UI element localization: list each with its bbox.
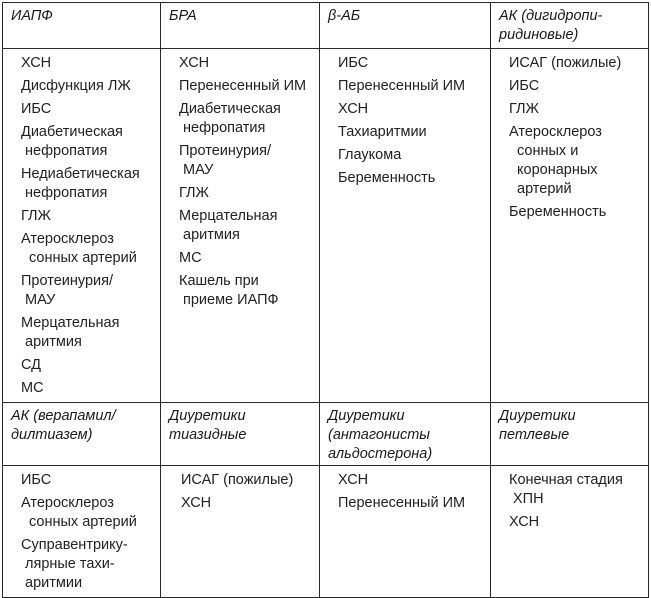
indication-item bbox=[509, 77, 644, 96]
indication-item bbox=[21, 77, 156, 96]
indication-line: ХСН bbox=[509, 514, 540, 530]
indication-list bbox=[491, 49, 648, 222]
indication-line: приеме ИАПФ bbox=[183, 292, 279, 308]
indication-list bbox=[3, 466, 160, 593]
header-row-1 bbox=[3, 3, 649, 49]
indication-item bbox=[179, 184, 315, 203]
indication-item bbox=[21, 230, 156, 268]
indication-list bbox=[161, 466, 319, 513]
indication-item bbox=[338, 54, 486, 73]
indication-item bbox=[179, 272, 315, 310]
header-line: ИАПФ bbox=[11, 8, 53, 24]
indication-line: нефропатия bbox=[25, 185, 108, 201]
indication-line: ИСАГ (пожилые) bbox=[509, 55, 622, 71]
indication-list bbox=[3, 49, 160, 398]
indication-item bbox=[181, 494, 315, 513]
indication-item bbox=[181, 471, 315, 490]
indication-item bbox=[509, 471, 644, 509]
indication-item bbox=[509, 513, 644, 532]
indication-line: ХСН bbox=[181, 495, 212, 511]
header-line: АК (верапамил/ bbox=[11, 408, 116, 424]
indication-line: ХПН bbox=[513, 491, 544, 507]
indication-line: ИСАГ (пожилые) bbox=[181, 472, 294, 488]
indication-line: ГЛЖ bbox=[21, 208, 51, 224]
indication-line: Протеинурия/ bbox=[21, 273, 114, 289]
body-cell bbox=[161, 466, 320, 598]
indication-item bbox=[21, 207, 156, 226]
header-text bbox=[328, 7, 484, 26]
indication-line: лярные тахи- bbox=[25, 556, 115, 572]
header-line: альдостерона) bbox=[328, 446, 433, 462]
indication-line: Атеросклероз bbox=[21, 231, 114, 247]
indication-item bbox=[21, 536, 156, 593]
indication-line: СД bbox=[21, 357, 41, 373]
indications-table bbox=[2, 2, 649, 598]
indication-item bbox=[338, 494, 486, 513]
indication-line: Дисфункция ЛЖ bbox=[21, 78, 131, 94]
indication-item bbox=[338, 77, 486, 96]
indication-item bbox=[21, 165, 156, 203]
indication-line: ИБС bbox=[509, 78, 540, 94]
indication-item bbox=[21, 471, 156, 490]
indication-line: МАУ bbox=[183, 162, 214, 178]
body-cell bbox=[3, 466, 161, 598]
indication-line: МС bbox=[179, 250, 202, 266]
indication-line: Перенесенный ИМ bbox=[338, 78, 466, 94]
indication-item bbox=[21, 494, 156, 532]
indication-line: Протеинурия/ bbox=[179, 143, 272, 159]
indication-line: аритмии bbox=[25, 575, 83, 591]
indication-line: артерий bbox=[517, 181, 572, 197]
indication-item bbox=[338, 471, 486, 490]
indication-line: Перенесенный ИМ bbox=[179, 78, 307, 94]
header-line: петлевые bbox=[499, 427, 570, 443]
header-cell bbox=[320, 403, 491, 466]
indication-item bbox=[21, 379, 156, 398]
indication-line: ХСН bbox=[338, 472, 369, 488]
indication-line: Кашель при bbox=[179, 273, 259, 289]
indication-line: ГЛЖ bbox=[179, 185, 209, 201]
indication-line: ХСН bbox=[179, 55, 210, 71]
indication-line: Атеросклероз bbox=[509, 124, 602, 140]
body-cell bbox=[320, 49, 491, 403]
indication-line: Глаукома bbox=[338, 147, 402, 163]
indication-item bbox=[179, 142, 315, 180]
indication-line: сонных и bbox=[517, 143, 579, 159]
indication-item bbox=[179, 77, 315, 96]
indication-line: МС bbox=[21, 380, 44, 396]
header-line: Диуретики bbox=[499, 408, 576, 424]
indication-item bbox=[179, 100, 315, 138]
indication-line: аритмия bbox=[25, 334, 82, 350]
indication-line: Перенесенный ИМ bbox=[338, 495, 466, 511]
indication-line: нефропатия bbox=[25, 143, 108, 159]
header-cell bbox=[320, 3, 491, 49]
header-line: (антагонисты bbox=[328, 427, 430, 443]
indication-list bbox=[320, 49, 490, 188]
header-cell bbox=[491, 403, 649, 466]
body-cell bbox=[161, 49, 320, 403]
header-line: Диуретики bbox=[328, 408, 405, 424]
header-line: дилтиазем) bbox=[11, 427, 93, 443]
indication-list bbox=[491, 466, 648, 532]
indication-line: Беременность bbox=[509, 204, 607, 220]
indication-line: ХСН bbox=[338, 101, 369, 117]
indication-item bbox=[179, 54, 315, 73]
indication-item bbox=[21, 100, 156, 119]
header-text bbox=[169, 407, 313, 445]
body-cell bbox=[491, 466, 649, 598]
indication-line: ГЛЖ bbox=[509, 101, 539, 117]
indication-line: нефропатия bbox=[183, 120, 266, 136]
indication-item bbox=[509, 203, 644, 222]
indication-line: Конечная стадия bbox=[509, 472, 623, 488]
indication-line: сонных артерий bbox=[29, 250, 137, 266]
indication-item bbox=[509, 54, 644, 73]
indication-item bbox=[21, 356, 156, 375]
body-cell bbox=[3, 49, 161, 403]
header-line: АК (дигидропи- bbox=[499, 8, 603, 24]
header-text bbox=[499, 407, 642, 445]
header-line: ридиновые) bbox=[499, 27, 579, 43]
header-cell bbox=[161, 403, 320, 466]
indication-item bbox=[21, 272, 156, 310]
indication-list bbox=[320, 466, 490, 513]
indication-line: Диабетическая bbox=[179, 101, 281, 117]
header-line: Диуретики bbox=[169, 408, 246, 424]
body-row-2 bbox=[3, 466, 649, 598]
indication-line: коронарных bbox=[517, 162, 598, 178]
indication-item bbox=[179, 207, 315, 245]
header-text bbox=[499, 7, 642, 45]
indication-line: ХСН bbox=[21, 55, 52, 71]
body-row-1 bbox=[3, 49, 649, 403]
header-row-2 bbox=[3, 403, 649, 466]
header-cell bbox=[3, 3, 161, 49]
body-cell bbox=[491, 49, 649, 403]
header-text bbox=[11, 7, 154, 26]
indication-line: Мерцательная bbox=[21, 315, 120, 331]
indication-line: ИБС bbox=[21, 101, 52, 117]
header-text bbox=[169, 7, 313, 26]
indication-line: Суправентрику- bbox=[21, 537, 128, 553]
indication-item bbox=[338, 146, 486, 165]
indication-line: Мерцательная bbox=[179, 208, 278, 224]
header-line: β-АБ bbox=[328, 8, 361, 24]
indication-item bbox=[21, 54, 156, 73]
body-cell bbox=[320, 466, 491, 598]
indication-line: МАУ bbox=[25, 292, 56, 308]
indication-line: ИБС bbox=[21, 472, 52, 488]
indication-item bbox=[338, 100, 486, 119]
indication-item bbox=[21, 314, 156, 352]
header-text bbox=[11, 407, 154, 445]
indication-item bbox=[509, 100, 644, 119]
header-line: БРА bbox=[169, 8, 197, 24]
indication-item bbox=[338, 169, 486, 188]
indication-list bbox=[161, 49, 319, 310]
indication-line: Тахиаритмии bbox=[338, 124, 427, 140]
indication-line: ИБС bbox=[338, 55, 369, 71]
header-line: тиазидные bbox=[169, 427, 247, 443]
indication-line: Недиабетическая bbox=[21, 166, 140, 182]
indication-line: сонных артерий bbox=[29, 514, 137, 530]
indication-line: Беременность bbox=[338, 170, 436, 186]
indication-line: аритмия bbox=[183, 227, 240, 243]
indication-line: Атеросклероз bbox=[21, 495, 114, 511]
indication-item bbox=[21, 123, 156, 161]
header-cell bbox=[3, 403, 161, 466]
header-cell bbox=[491, 3, 649, 49]
indication-item bbox=[509, 123, 644, 199]
indication-item bbox=[338, 123, 486, 142]
indication-item bbox=[179, 249, 315, 268]
header-cell bbox=[161, 3, 320, 49]
indication-line: Диабетическая bbox=[21, 124, 123, 140]
header-text bbox=[328, 407, 484, 464]
